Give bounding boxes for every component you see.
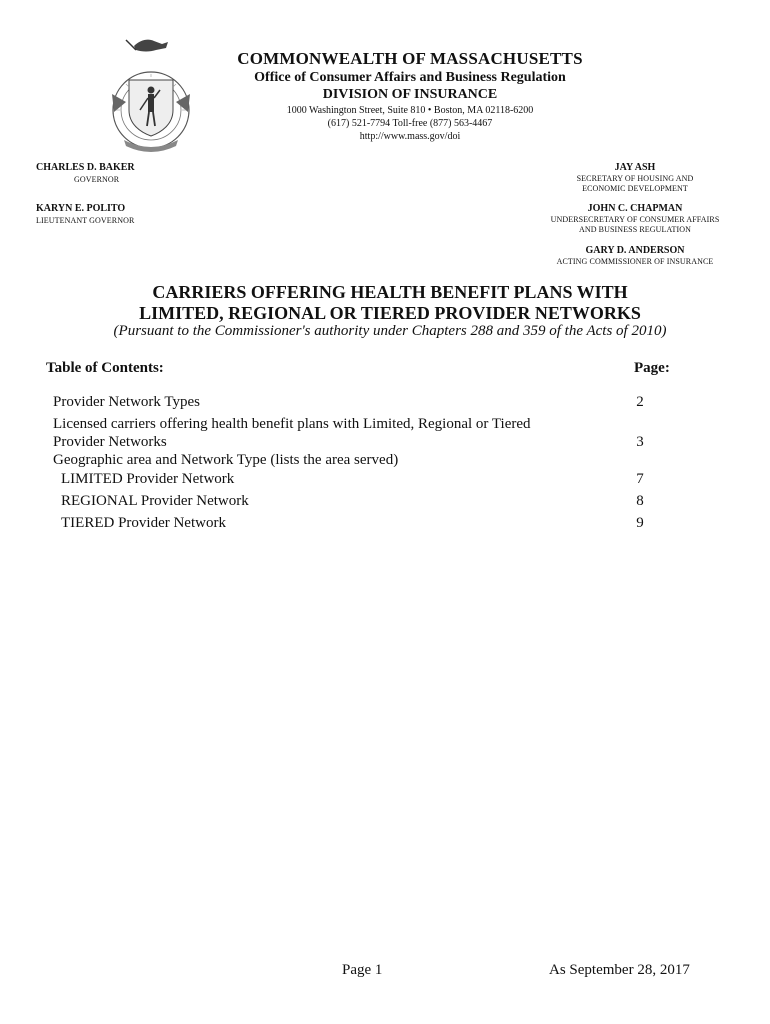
office-heading: Office of Consumer Affairs and Business Regulation — [254, 70, 566, 85]
website-line: http://www.mass.gov/doi — [359, 131, 461, 142]
undersecretary-role-line1: UNDERSECRETARY OF CONSUMER AFFAIRS — [550, 215, 720, 224]
toc-page-heading: Page: — [634, 360, 670, 376]
lt-governor-name: KARYN E. POLITO — [36, 203, 126, 214]
toc-item-network-types: Provider Network Types — [53, 394, 200, 410]
document-title-line2: LIMITED, REGIONAL OR TIERED PROVIDER NETWORKS — [139, 303, 641, 323]
footer-page-number: Page 1 — [342, 962, 383, 978]
lt-governor-role: LIEUTENANT GOVERNOR — [36, 216, 135, 225]
toc-heading: Table of Contents: — [46, 360, 164, 376]
toc-page-limited: 7 — [636, 471, 644, 487]
toc-page-network-types: 2 — [636, 394, 644, 410]
commonwealth-heading: COMMONWEALTH OF MASSACHUSETTS — [237, 49, 583, 68]
document-title-line1: CARRIERS OFFERING HEALTH BENEFIT PLANS WITH — [152, 282, 628, 302]
toc-item-licensed-carriers-line1: Licensed carriers offering health benefit plans with Limited, Regional or Tiered — [53, 416, 531, 432]
phone-line: (617) 521-7794 Toll-free (877) 563-4467 — [327, 118, 493, 129]
toc-page-tiered: 9 — [636, 515, 644, 531]
secretary-role-line1: SECRETARY OF HOUSING AND — [576, 174, 694, 183]
toc-item-limited: LIMITED Provider Network — [61, 471, 235, 487]
secretary-name: JAY ASH — [614, 162, 656, 173]
commissioner-name: GARY D. ANDERSON — [585, 245, 685, 256]
massachusetts-seal-icon — [96, 32, 206, 152]
document-subtitle: (Pursuant to the Commissioner's authority under Chapters 288 and 359 of the Acts of 2010) — [113, 323, 667, 339]
toc-page-licensed-carriers: 3 — [636, 434, 644, 450]
secretary-role-line2: ECONOMIC DEVELOPMENT — [582, 184, 688, 193]
governor-role: GOVERNOR — [74, 175, 120, 184]
undersecretary-name: JOHN C. CHAPMAN — [587, 203, 683, 214]
address-line: 1000 Washington Street, Suite 810 • Boston, MA 02118-6200 — [286, 105, 534, 116]
toc-page-regional: 8 — [636, 493, 644, 509]
footer-date: As September 28, 2017 — [549, 962, 690, 978]
toc-item-tiered: TIERED Provider Network — [61, 515, 226, 531]
toc-item-geographic-area: Geographic area and Network Type (lists the area served) — [53, 452, 399, 468]
governor-name: CHARLES D. BAKER — [36, 162, 135, 173]
commissioner-role: ACTING COMMISSIONER OF INSURANCE — [556, 257, 714, 266]
division-heading: DIVISION OF INSURANCE — [322, 87, 498, 102]
toc-item-regional: REGIONAL Provider Network — [61, 493, 249, 509]
toc-item-licensed-carriers-line2: Provider Networks — [53, 434, 167, 450]
undersecretary-role-line2: AND BUSINESS REGULATION — [578, 225, 692, 234]
